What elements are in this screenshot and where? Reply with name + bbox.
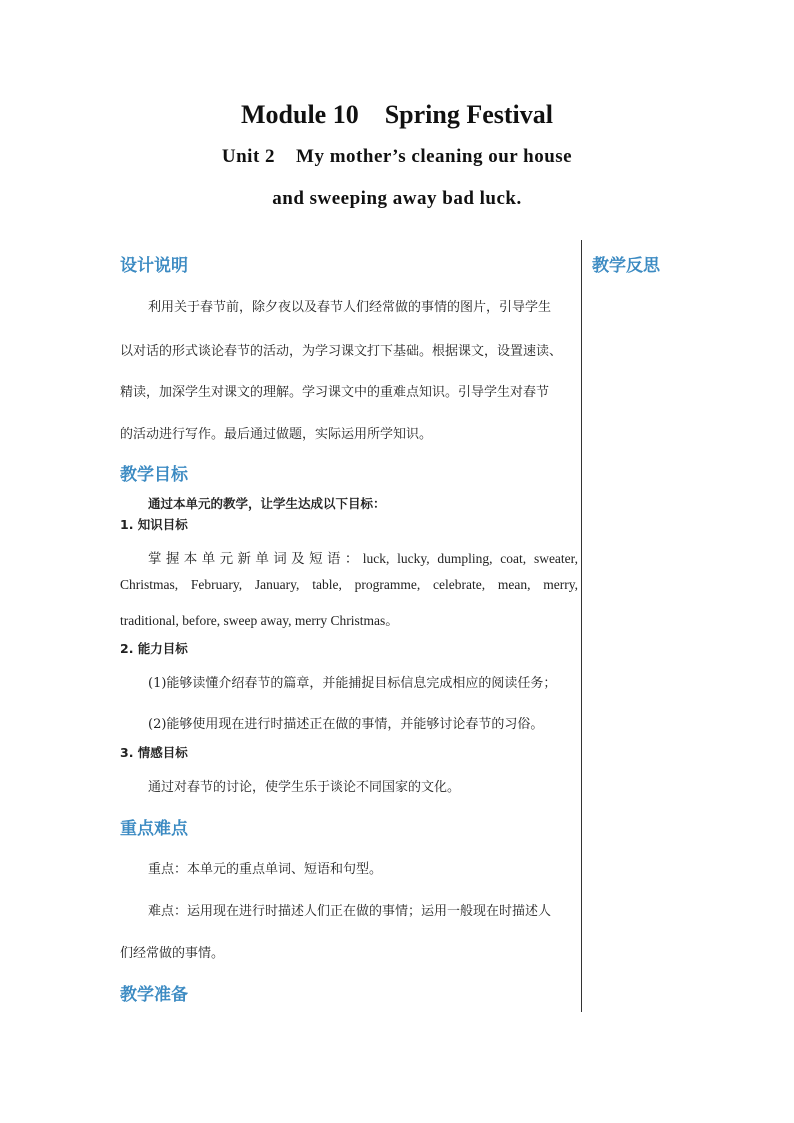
knowledge-goal-line: traditional, before, sweep away, merry Christmas。 [120,613,399,628]
emotion-goal-title: 3. 情感目标 [120,745,188,760]
difficult-points-text: 难点：运用现在进行时描述人们正在做的事情；运用一般现在时描述人 [148,904,552,919]
reflection-heading: 教学反思 [592,256,660,276]
design-heading: 设计说明 [120,256,188,276]
design-line: 精读，加深学生对课文的理解。学习课文中的重难点知识。引导学生对春节 [120,385,550,400]
design-line: 的活动进行写作。最后通过做题，实际运用所学知识。 [120,427,433,442]
unit-title-line-1: Unit 2 My mother’s cleaning our house [221,146,573,167]
unit-title-line-2: and sweeping away bad luck. [272,188,522,209]
ability-goal-line: (2)能够使用现在进行时描述正在做的事情，并能够讨论春节的习俗。 [148,717,544,732]
module-title: Module 10 Spring Festival [240,100,553,129]
design-line: 以对话的形式谈论春节的活动，为学习课文打下基础。根据课文，设置速读、 [120,344,563,359]
key-points-text: 重点：本单元的重点单词、短语和句型。 [148,862,383,877]
emotion-goal-line: 通过对春节的讨论，使学生乐于谈论不同国家的文化。 [148,780,461,795]
knowledge-goal-line: 掌握本单元新单词及短语：luck, lucky, dumpling, coat, sweater, [148,551,578,566]
ability-goal-title: 2. 能力目标 [120,641,188,656]
column-divider [581,240,582,1012]
ability-goal-line: (1)能够读懂介绍春节的篇章，并能捕捉目标信息完成相应的阅读任务； [148,676,557,691]
goals-intro: 通过本单元的教学，让学生达成以下目标： [148,496,386,511]
goals-heading: 教学目标 [120,465,188,485]
prep-heading: 教学准备 [120,985,188,1005]
knowledge-goal-line: Christmas, February, January, table, programme, celebrate, mean, merry, [120,577,578,592]
design-line: 利用关于春节前，除夕夜以及春节人们经常做的事情的图片，引导学生 [148,300,552,315]
keypoints-heading: 重点难点 [120,819,188,839]
difficult-points-text: 们经常做的事情。 [120,946,225,961]
knowledge-goal-title: 1. 知识目标 [120,517,188,532]
